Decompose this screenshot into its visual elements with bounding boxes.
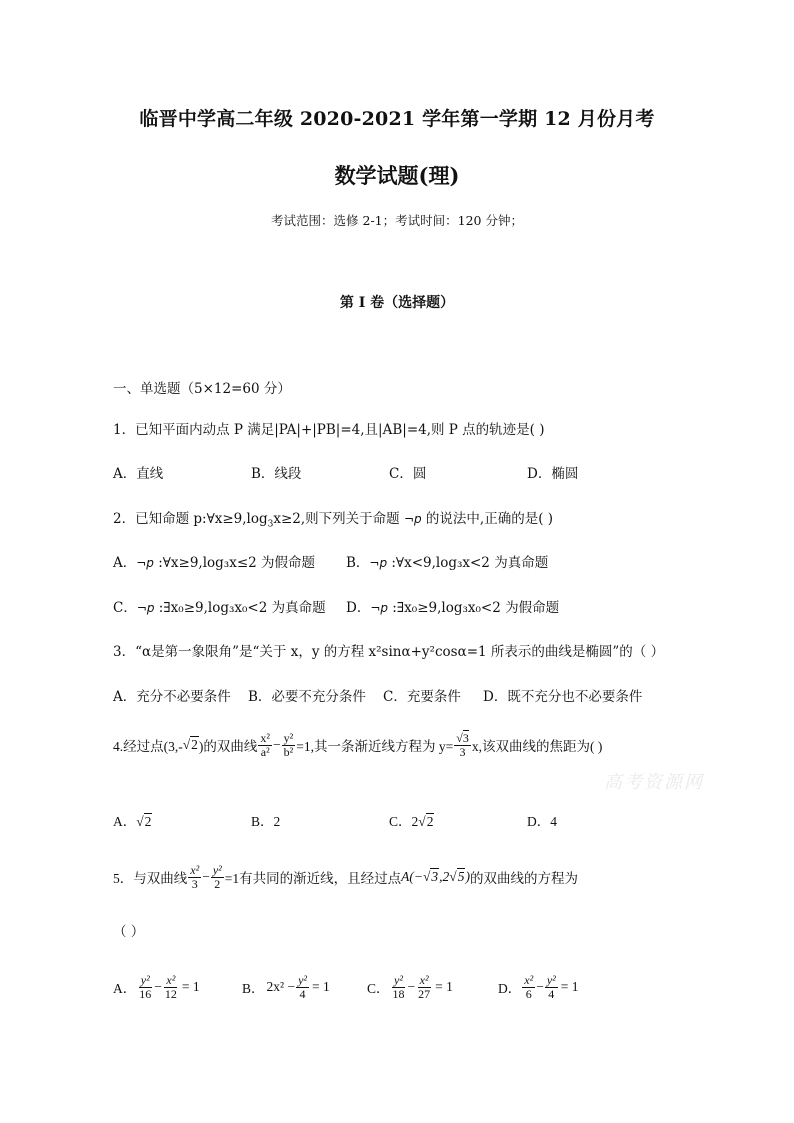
q5-option-b: B． 2x² − $\frac{\text{y²}}{4}$ = 1 [242,973,330,1001]
q2-b-label: B． [346,555,370,571]
q2-a-text: :∀x≥9,log₃x≤2 为假命题 [153,555,316,571]
volume-title: 第 I 卷（选择题） [339,295,455,311]
question-1-stem: 1．已知平面内动点 P 满足|PA|+|PB|=4,且|AB|=4,则 P 点的轨迹是( ) [113,422,545,438]
sqrt-expression: √2 [182,737,198,753]
q2-a-label: A． [113,555,137,571]
fraction: $\frac{\text{x²}}{3}$ [190,863,200,891]
question-5-stem [113,864,578,890]
q2-c-label: C． [113,600,137,616]
sqrt-expression: √5 [449,869,465,885]
q2-option-c [113,596,326,616]
q4-option-a: A．√2 [113,814,152,829]
q1-option-b: B．线段 [251,466,302,482]
q5-option-c: C． $\frac{\text{y²}}{18}$ − $\frac{\text{x²}}{27}$ = 1 [367,973,453,1001]
q2-stem-post: 的说法中,正确的是( ) [421,511,554,527]
minus-sign: − [202,869,210,885]
exam-meta: 考试范围：选修 2-1；考试时间：120 分钟； [271,213,523,228]
section-heading: 一、单选题（5×12=60 分） [113,381,291,397]
negation-symbol: ¬p [369,556,388,570]
negation-symbol: ¬p [136,556,154,570]
fraction: $\frac{\text{x²}}{12}$ [164,973,177,1001]
q4-option-c: C．2√2 [389,814,434,829]
fraction: $\frac{\text{y²}}{18}$ [392,973,405,1001]
fraction: $\frac{\text{x²}}{6}$ [524,973,534,1001]
q2-stem-pre: 2．已知命题 p:∀x≥9,log [113,511,268,527]
q2-stem-mid: x≥2,则下列关于命题 [273,511,404,527]
q5-option-a: A． $\frac{\text{y²}}{16}$ − $\frac{\text{x²}}{12}$ = 1 [113,973,200,1001]
point-a: A(−√3,2√5) [401,869,470,885]
q4-option-d: D．4 [527,814,557,829]
q2-b-text: :∀x<9,log₃x<2 为真命题 [387,555,549,571]
q2-option-d [346,596,559,616]
fraction: $\frac{\text{y²}}{\text{b²}}$ [283,731,294,759]
fraction: $\frac{\text{y²}}{4}$ [546,973,556,1001]
q2-option-a [113,551,315,571]
question-2-stem [113,507,553,530]
q5-answer-blank: （ ） [113,924,145,940]
q3-option-c: C．充要条件 [383,689,461,705]
q5-option-d: D． $\frac{\text{x²}}{6}$ − $\frac{\text{y²}}{4}$ = 1 [498,973,579,1001]
q3-option-a: A．充分不必要条件 [113,689,231,705]
fraction: $\frac{\text{y²}}{2}$ [212,863,222,891]
negation-symbol: ¬p [136,601,155,615]
sqrt-expression: √3 [422,869,439,885]
fraction: $\frac{\text{x²}}{27}$ [418,973,431,1001]
q4-pre: 4.经过点(3,- [113,739,183,755]
exam-title: 临晋中学高二年级 2020-2021 学年第一学期 12 月份月考 [139,108,655,130]
fraction: $\frac{\text{y²}}{4}$ [298,973,307,1001]
fraction: $\frac{\text{y²}}{16}$ [139,973,152,1001]
q4-mid1: )的双曲线 [198,739,258,755]
question-4-stem [113,732,602,758]
q2-d-label: D． [346,600,371,616]
watermark: 高考资源网 [604,772,704,793]
q4-mid2: =1,其一条渐近线方程为 y= [296,739,454,755]
q2-option-b [346,551,548,571]
q1-option-a: A．直线 [113,466,164,482]
q4-post: x,该双曲线的焦距为( ) [471,739,603,755]
q3-option-d: D．既不充分也不必要条件 [483,689,643,705]
q2-d-text: :∃x₀≥9,log₃x₀<2 为假命题 [388,600,560,616]
q3-option-b: B．必要不充分条件 [248,689,366,705]
fraction: $\frac{\text{x²}}{\text{a²}}$ [260,731,271,759]
q5-post: 的双曲线的方程为 [469,871,578,887]
fraction: $\frac{√3}{3}$ [456,731,469,759]
q5-mid: =1有共同的渐近线，且经过点 [224,871,402,887]
minus-sign: − [273,737,281,753]
negation-symbol: ¬p [403,512,422,526]
exam-subtitle: 数学试题(理) [334,163,460,188]
q4-option-b: B．2 [251,814,281,829]
q5-pre: 5．与双曲线 [113,871,188,887]
question-3-stem: 3．“α是第一象限角”是“关于 x，y 的方程 x²sinα+y²cosα=1 所表示的曲线是椭圆”的（ ） [113,644,665,660]
q1-option-c: C．圆 [389,466,427,482]
q2-c-text: :∃x₀≥9,log₃x₀<2 为真命题 [154,600,326,616]
q1-option-d: D．椭圆 [527,466,579,482]
q2-log-base: 3 [267,519,274,530]
sqrt-expression: √2 [136,814,152,829]
sqrt-expression: √2 [418,814,434,829]
negation-symbol: ¬p [370,601,388,615]
